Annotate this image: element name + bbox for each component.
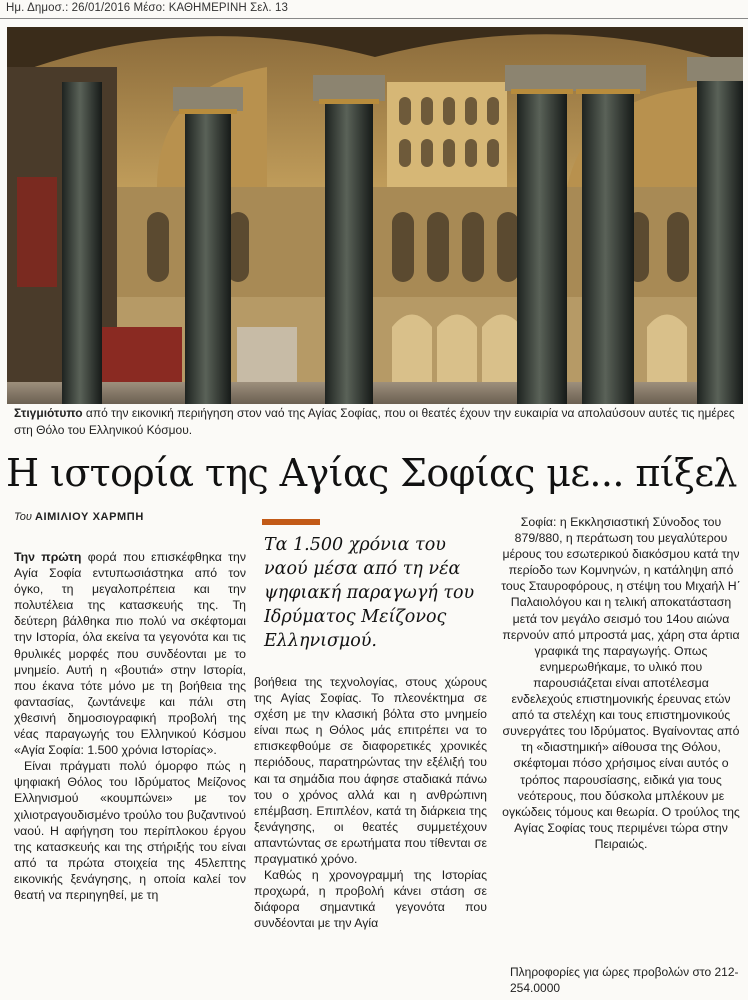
- article-column-1: [14, 549, 246, 903]
- publication-header: Ημ. Δημοσ.: 26/01/2016 Μέσο: ΚΑΘΗΜΕΡΙΝΗ Σελ. 13: [6, 2, 288, 14]
- paragraph-text: φορά που επισκέφθηκα την Αγία Σοφία εντυπωσιάστηκα από τον όγκο, τη μεγαλοπρέπεια και την πολυτέλεια της κατασκευής της. Τη δεύτερη βάλθηκα πιο πολύ να σκέφτομαι την Ιστορία, όλα εκείνα τα γεγονότα και τις θρυλικές μορφές που συνδέονται με το μνημείο. Αυτή η «βουτιά» στην Ιστορία, που έκανα τότε μόνο με τη βοήθεια της φαντασίας, ζωντάνεψε και πάλι στη χθεσινή δημοσιογραφική προβολή της νέας παραγωγής του Ελληνικού Κόσμου «Αγία Σοφία: 1.500 χρόνια Ιστορίας».: [14, 550, 247, 758]
- paragraph: Είναι πράγματι πολύ όμορφο πώς η ψηφιακή Θόλος του Ιδρύματος Μείζονος Ελληνισμού «κουμπώνει» με τον χιλιοτραγουδισμένο τρούλο του βυζαντινού ναού. Η αφήγηση του περίπλοκου έργου της κατασκευής και της στήριξής του είναι από τα πρώτα στοιχεία της 45λεπτης εικονικής ξενάγησης, η οποία καλεί τον θεατή να περιηγηθεί, με τη: [14, 759, 246, 902]
- paragraph: Καθώς η χρονογραμμή της Ιστορίας προχωρά, η προβολή κάνει στάση σε διάφορα σημαντικά γεγονότα που συνδέονται με την Αγία: [254, 868, 487, 931]
- article-column-2: [254, 674, 487, 932]
- paragraph: [14, 549, 246, 758]
- pull-quote-accent-bar: [262, 519, 320, 525]
- photo-caption: [14, 405, 736, 439]
- hagia-sophia-interior-photo: [7, 27, 743, 404]
- byline-author: ΑΙΜΙΛΙΟΥ ΧΑΡΜΠΗ: [34, 511, 144, 523]
- article-column-3: [501, 514, 741, 852]
- byline: [14, 511, 144, 523]
- paragraph: βοήθεια της τεχνολογίας, στους χώρους της Αγίας Σοφίας. Το πλεονέκτημα σε σχέση με την κλασική βόλτα στο μνημείο είναι πως η Θόλος μάς επιτρέπει να το επισκεφθούμε σε διαφορετικές χρονικές περιόδους, παρατηρώντας την εξέλιξή του και τα σημάδια που άφησε σταδιακά πάνω του ο χρόνος αλλά και η ανθρώπινη επέμβαση. Επιπλέον, κατά τη διάρκεια της ξενάγησης, οι θεατές συμμετέχουν απαντώντας σε ερωτήματα που τίθενται σε πραγματικό χρόνο.: [254, 675, 487, 867]
- header-divider: [0, 18, 748, 19]
- paragraph: Σοφία: η Εκκλησιαστική Σύνοδος του 879/880, η περάτωση του μεγαλύτερου μέρους του εσωτερικού διακόσμου κατά την περίοδο των Κομνηνών, η κατάληψη από τους Σταυροφόρους, η στέψη του Μιχαήλ Η΄ Παλαιολόγου και η τελική αποκατάσταση μετά τον μεγάλο σεισμό του 14ου αιώνα περνούν από μπροστά μας, χάρη στα άρτια γραφικά της παραγωγής. Οπως ενημερωθήκαμε, το υλικό που παρουσιάζεται είναι αποτέλεσμα ενδελεχούς επιστημονικής έρευνας ετών από τα στελέχη και τους επιστημονικούς συνεργάτες του Ιδρύματος. Βγαίνοντας από τη «διαστημική» αίθουσα της Θόλου, σκέφτομαι πόσο χρήσιμος είναι αυτός ο τρόπος παρουσίασης, ειδικά για τους νεότερους, που δύσκολα μπλέκουν με ογκώδεις τόμους και θεωρία. Ο τρούλος της Αγίας Σοφίας τους περιμένει τώρα στην Πειραιώς.: [501, 515, 741, 851]
- article-headline: Η ιστορία της Αγίας Σοφίας με... πίξελ: [6, 451, 737, 495]
- caption-text: από την εικονική περιήγηση στον ναό της Αγίας Σοφίας, που οι θεατές έχουν την ευκαιρία να απολαύσουν αυτές τις ημέρες στη Θόλο του Ελληνικού Κόσμου.: [14, 406, 735, 437]
- byline-prefix: Του: [14, 511, 35, 523]
- caption-lead: Στιγμιότυπο: [14, 406, 83, 420]
- screening-info: Πληροφορίες για ώρες προβολών στο 212-254.0000: [510, 965, 739, 995]
- pull-quote: Τα 1.500 χρόνια του ναού μέσα από τη νέα ψηφιακή παραγωγή του Ιδρύματος Μείζονος Ελληνισμού.: [264, 535, 475, 651]
- lead-in: Την πρώτη: [14, 550, 82, 564]
